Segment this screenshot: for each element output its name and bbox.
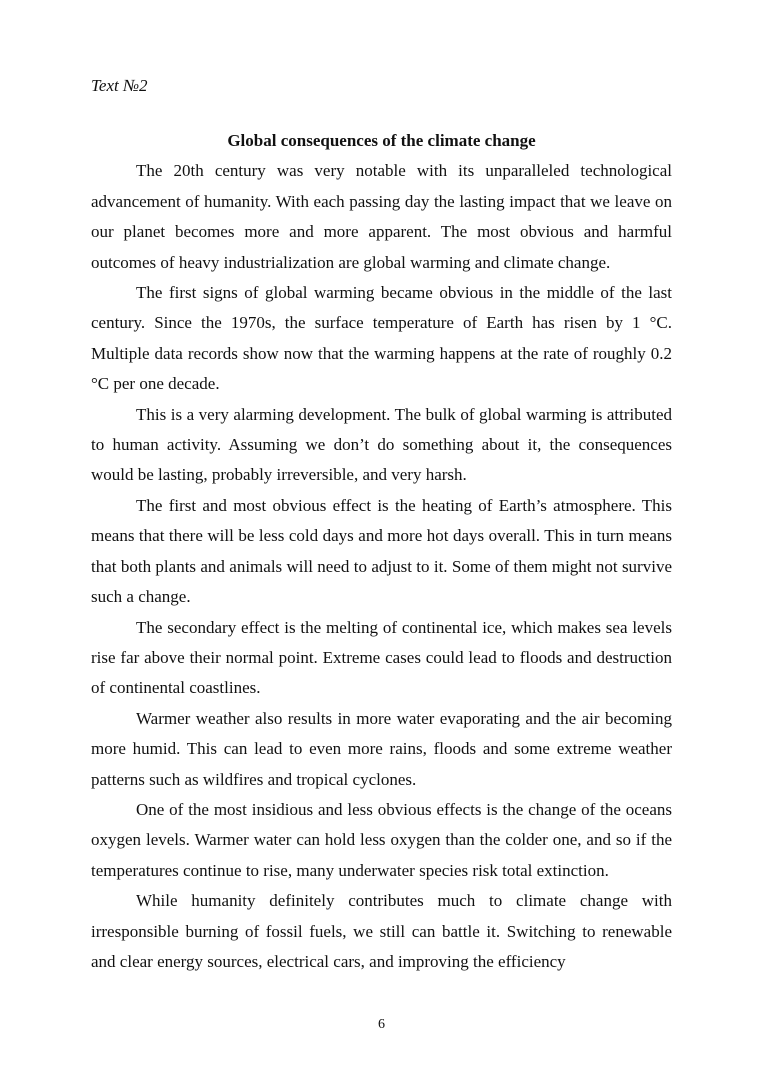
paragraph-8: While humanity definitely contributes much to climate change with irresponsible burning of fossil fuels, we still can battle it. Switching to renewable and clear energy sources, electrical cars, and improving the efficiency (91, 891, 672, 971)
paragraph-5: The secondary effect is the melting of continental ice, which makes sea levels rise far above their normal point. Extreme cases could lead to floods and destruction of continental coastlines. (91, 617, 672, 698)
paragraph-4: The first and most obvious effect is the heating of Earth’s atmosphere. This means that there will be less cold days and more hot days overall. This in turn means that both plants and animals will need to adjust to it. Some of them might not survive such a change. (91, 495, 672, 607)
document-title: Global consequences of the climate change (227, 131, 536, 150)
document-body (91, 126, 672, 977)
text-number-label: Text №2 (91, 76, 148, 95)
paragraph-1: The 20th century was very notable with its unparalleled technological advancement of humanity. With each passing day the lasting impact that we leave on our planet becomes more and more apparent. The most obvious and harmful outcomes of heavy industrialization are global warming and climate change. (91, 161, 672, 272)
paragraph-6: Warmer weather also results in more water evaporating and the air becoming more humid. This can lead to even more rains, floods and some extreme weather patterns such as wildfires and tropical cyclones. (91, 708, 672, 789)
paragraph-7: One of the most insidious and less obvious effects is the change of the oceans oxygen levels. Warmer water can hold less oxygen than the colder one, and so if the temperatures continue to rise, many underwater species risk total extinction. (91, 799, 672, 880)
page-number: 6 (378, 1017, 385, 1032)
paragraph-2: The first signs of global warming became obvious in the middle of the last century. Since the 1970s, the surface temperature of Earth has risen by 1 °C. Multiple data records show now that the warming happens at the rate of roughly 0.2 °C per one decade. (91, 283, 672, 394)
paragraph-3: This is a very alarming development. The bulk of global warming is attributed to human activity. Assuming we don’t do something about it, the consequences would be lasting, probably irreversible, and very harsh. (91, 404, 672, 485)
